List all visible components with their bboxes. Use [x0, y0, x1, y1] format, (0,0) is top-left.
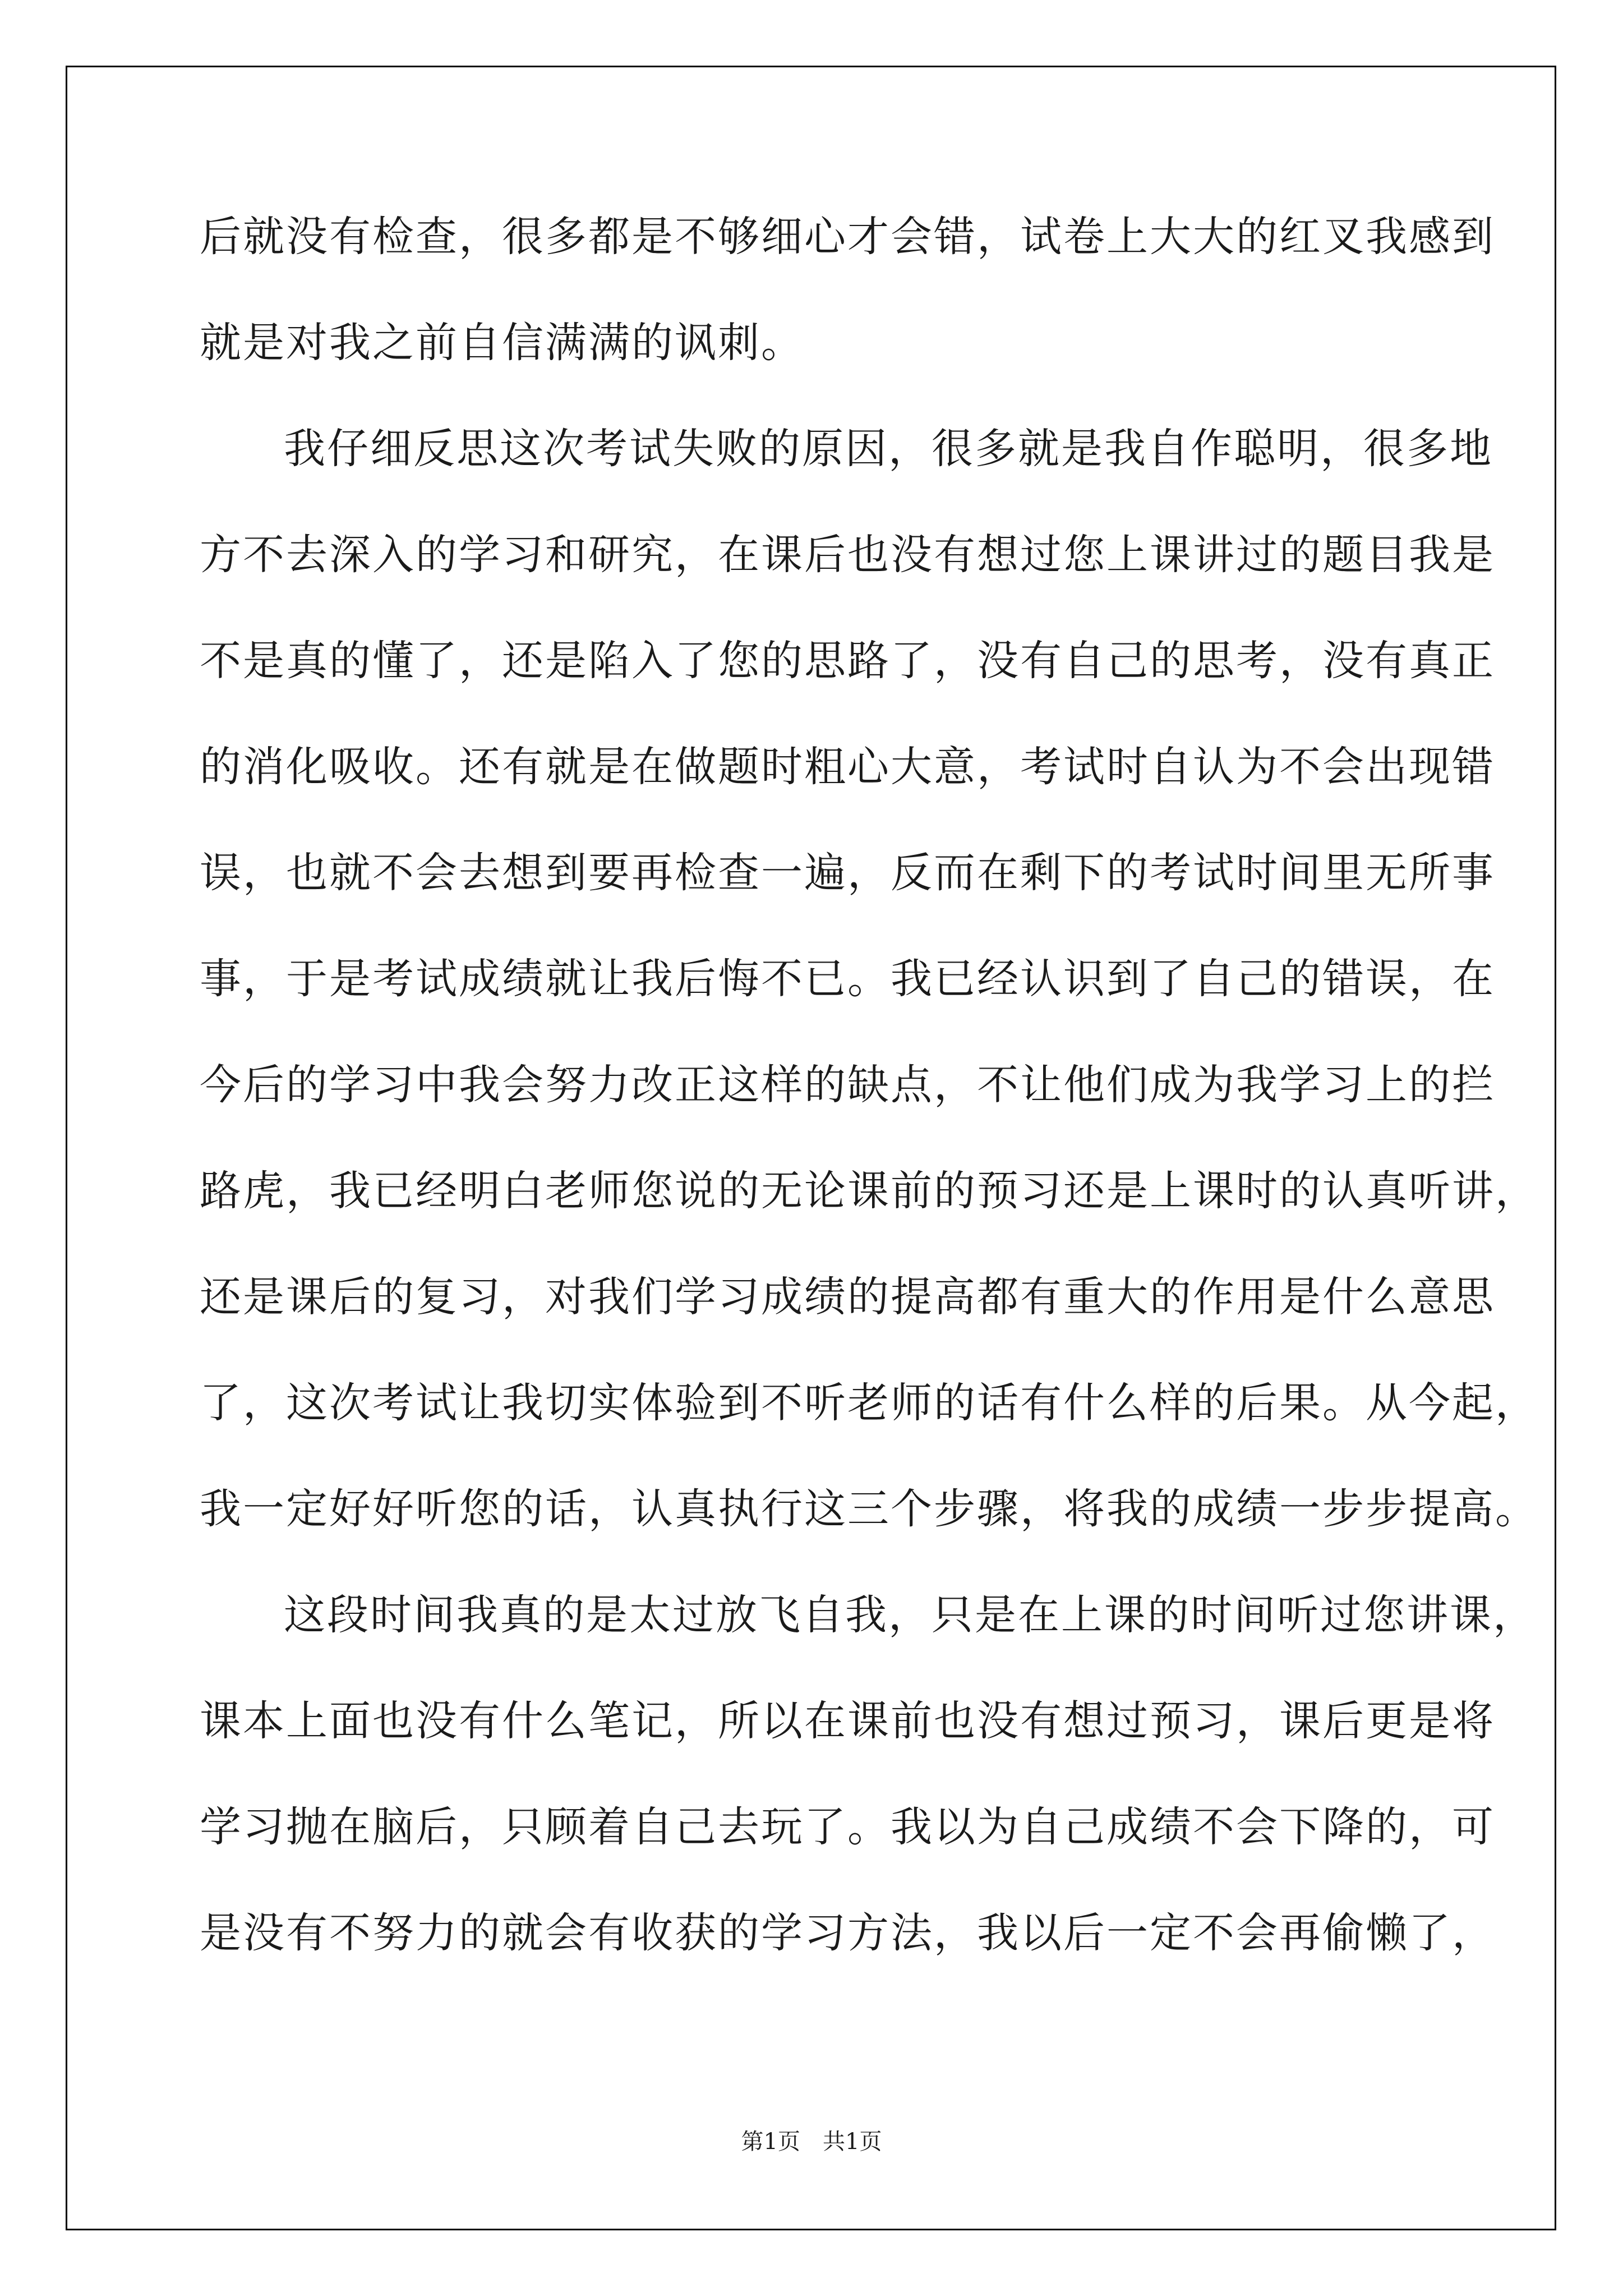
text-line: 后就没有检查，很多都是不够细心才会错，试卷上大大的红叉我感到: [200, 213, 1495, 261]
text-line: 不是真的懂了，还是陷入了您的思路了，没有自己的思考，没有真正: [200, 637, 1495, 685]
text-line: 了，这次考试让我切实体验到不听老师的话有什么样的后果。从今起，: [200, 1379, 1538, 1427]
text-line: 课本上面也没有什么笔记，所以在课前也没有想过预习，课后更是将: [200, 1697, 1495, 1745]
text-line: 的消化吸收。还有就是在做题时粗心大意，考试时自认为不会出现错: [200, 743, 1495, 791]
page-footer: [0, 2128, 1623, 2156]
document-body: [200, 206, 1538, 2008]
page-total: 共1页: [823, 2129, 882, 2155]
text-line: 误，也就不会去想到要再检查一遍，反而在剩下的考试时间里无所事: [200, 849, 1495, 897]
text-line: 就是对我之前自信满满的讽刺。: [200, 319, 804, 367]
text-line: 我仔细反思这次考试失败的原因，很多就是我自作聪明，很多地: [284, 425, 1493, 473]
text-line: 事，于是考试成绩就让我后悔不已。我已经认识到了自己的错误，在: [200, 955, 1495, 1003]
text-line: 是没有不努力的就会有收获的学习方法，我以后一定不会再偷懒了，: [200, 1909, 1495, 1957]
text-line: 我一定好好听您的话，认真执行这三个步骤，将我的成绩一步步提高。: [200, 1485, 1538, 1533]
page-number: 第1页: [741, 2129, 800, 2155]
text-line: 学习抛在脑后，只顾着自己去玩了。我以为自己成绩不会下降的，可: [200, 1803, 1495, 1851]
text-line: 这段时间我真的是太过放飞自我，只是在上课的时间听过您讲课，: [284, 1591, 1536, 1639]
text-line: 今后的学习中我会努力改正这样的缺点，不让他们成为我学习上的拦: [200, 1061, 1495, 1109]
text-line: 路虎，我已经明白老师您说的无论课前的预习还是上课时的认真听讲，: [200, 1167, 1538, 1215]
text-line: 方不去深入的学习和研究，在课后也没有想过您上课讲过的题目我是: [200, 531, 1495, 579]
text-line: 还是课后的复习，对我们学习成绩的提高都有重大的作用是什么意思: [200, 1273, 1495, 1321]
